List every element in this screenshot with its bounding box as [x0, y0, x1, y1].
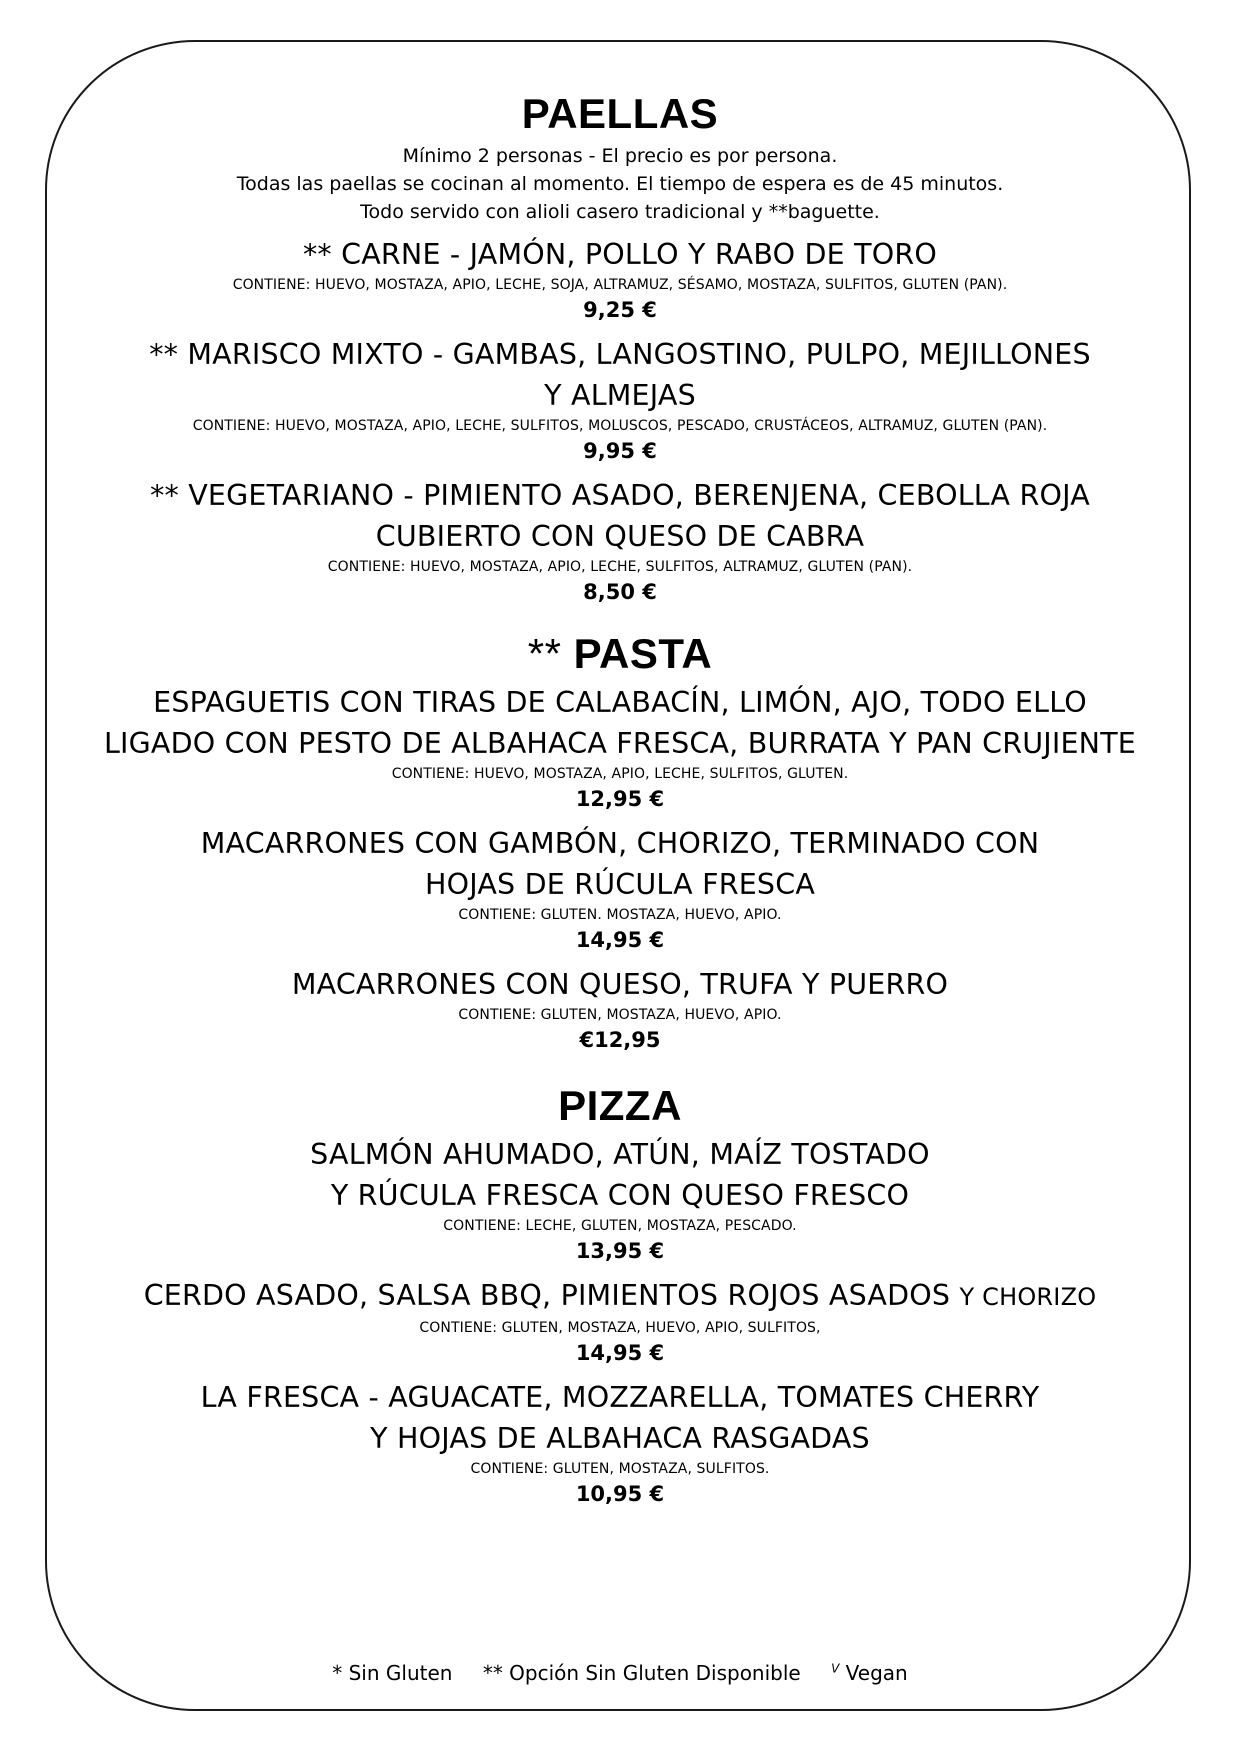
menu-item-pizza-cerdo	[45, 1275, 1195, 1369]
item-name-small: Y CHORIZO	[959, 1283, 1097, 1311]
item-allergens: CONTIENE: GLUTEN, MOSTAZA, HUEVO, APIO.	[458, 1007, 782, 1023]
item-allergens: CONTIENE: GLUTEN, MOSTAZA, HUEVO, APIO, SULFITOS,	[419, 1320, 821, 1336]
item-allergens: CONTIENE: HUEVO, MOSTAZA, APIO, LECHE, SULFITOS, ALTRAMUZ, GLUTEN (PAN).	[327, 559, 913, 575]
item-price: 8,50 €	[583, 580, 657, 604]
paellas-intro-line: Mínimo 2 personas - El precio es por persona.	[402, 145, 838, 167]
item-price: 9,95 €	[583, 439, 657, 463]
item-name: Y HOJAS DE ALBAHACA RASGADAS	[370, 1422, 870, 1455]
item-name: CUBIERTO CON QUESO DE CABRA	[375, 520, 865, 553]
section-title-pasta	[45, 626, 1195, 682]
menu-item-pasta-espaguetis	[45, 682, 1195, 815]
section-title-paellas: PAELLAS	[521, 90, 719, 137]
legend-vegan	[831, 1661, 908, 1685]
menu-item-pasta-gambon	[45, 823, 1195, 956]
section-pasta	[45, 626, 1195, 1056]
item-allergens: CONTIENE: GLUTEN, MOSTAZA, SULFITOS.	[470, 1461, 770, 1477]
item-name: MACARRONES CON GAMBÓN, CHORIZO, TERMINADO CON	[200, 827, 1040, 860]
menu-item-paella-carne	[45, 234, 1195, 326]
menu-item-pizza-fresca	[45, 1377, 1195, 1510]
item-allergens: CONTIENE: HUEVO, MOSTAZA, APIO, LECHE, SOJA, ALTRAMUZ, SÉSAMO, MOSTAZA, SULFITOS, GLUTEN (PAN).	[232, 277, 1008, 293]
item-name: HOJAS DE RÚCULA FRESCA	[424, 868, 816, 901]
menu-content	[45, 86, 1195, 1510]
item-allergens: CONTIENE: HUEVO, MOSTAZA, APIO, LECHE, SULFITOS, GLUTEN.	[391, 766, 849, 782]
legend-gluten-free: * Sin Gluten	[332, 1660, 453, 1685]
menu-item-pizza-salmon	[45, 1134, 1195, 1267]
section-title-pizza: PIZZA	[558, 1082, 682, 1129]
item-name	[45, 1275, 1195, 1318]
item-name-main: CERDO ASADO, SALSA BBQ, PIMIENTOS ROJOS ASADOS	[143, 1279, 960, 1312]
item-name: MACARRONES CON QUESO, TRUFA Y PUERRO	[291, 968, 949, 1001]
item-name: ** VEGETARIANO - PIMIENTO ASADO, BERENJENA, CEBOLLA ROJA	[150, 479, 1090, 512]
section-paellas	[45, 86, 1195, 608]
item-allergens: CONTIENE: LECHE, GLUTEN, MOSTAZA, PESCADO.	[443, 1218, 797, 1234]
item-price: 9,25 €	[583, 298, 657, 322]
section-title-prefix: **	[527, 630, 574, 677]
section-title-text: PASTA	[573, 630, 713, 677]
item-price: €12,95	[579, 1028, 661, 1052]
item-name: ** MARISCO MIXTO - GAMBAS, LANGOSTINO, PULPO, MEJILLONES	[149, 338, 1091, 371]
item-name: ** CARNE - JAMÓN, POLLO Y RABO DE TORO	[302, 238, 938, 271]
paellas-intro-line: Todo servido con alioli casero tradicional y **baguette.	[360, 201, 880, 223]
dietary-legend	[45, 1653, 1195, 1688]
section-pizza	[45, 1078, 1195, 1510]
item-allergens: CONTIENE: HUEVO, MOSTAZA, APIO, LECHE, SULFITOS, MOLUSCOS, PESCADO, CRUSTÁCEOS, ALTRAMUZ, GLUTEN (PAN).	[192, 418, 1048, 434]
item-price: 10,95 €	[575, 1482, 665, 1506]
menu-item-paella-vegetariano	[45, 475, 1195, 608]
item-price: 14,95 €	[575, 928, 665, 952]
item-price: 12,95 €	[575, 787, 665, 811]
vegan-mark-icon: V	[831, 1661, 840, 1675]
legend-gluten-free-option: ** Opción Sin Gluten Disponible	[482, 1660, 801, 1685]
item-name: SALMÓN AHUMADO, ATÚN, MAÍZ TOSTADO	[310, 1138, 930, 1171]
item-name: Y ALMEJAS	[544, 379, 696, 412]
legend-vegan-label: Vegan	[845, 1660, 908, 1685]
item-name: LA FRESCA - AGUACATE, MOZZARELLA, TOMATES CHERRY	[200, 1381, 1040, 1414]
item-price: 13,95 €	[575, 1239, 665, 1263]
item-allergens: CONTIENE: GLUTEN. MOSTAZA, HUEVO, APIO.	[458, 907, 782, 923]
paellas-intro-line: Todas las paellas se cocinan al momento. El tiempo de espera es de 45 minutos.	[236, 173, 1004, 195]
item-name: ESPAGUETIS CON TIRAS DE CALABACÍN, LIMÓN, AJO, TODO ELLO	[153, 686, 1087, 719]
menu-item-pasta-trufa	[45, 964, 1195, 1056]
menu-item-paella-marisco	[45, 334, 1195, 467]
item-name: Y RÚCULA FRESCA CON QUESO FRESCO	[330, 1179, 910, 1212]
item-name: LIGADO CON PESTO DE ALBAHACA FRESCA, BURRATA Y PAN CRUJIENTE	[103, 727, 1137, 760]
item-price: 14,95 €	[575, 1341, 665, 1365]
